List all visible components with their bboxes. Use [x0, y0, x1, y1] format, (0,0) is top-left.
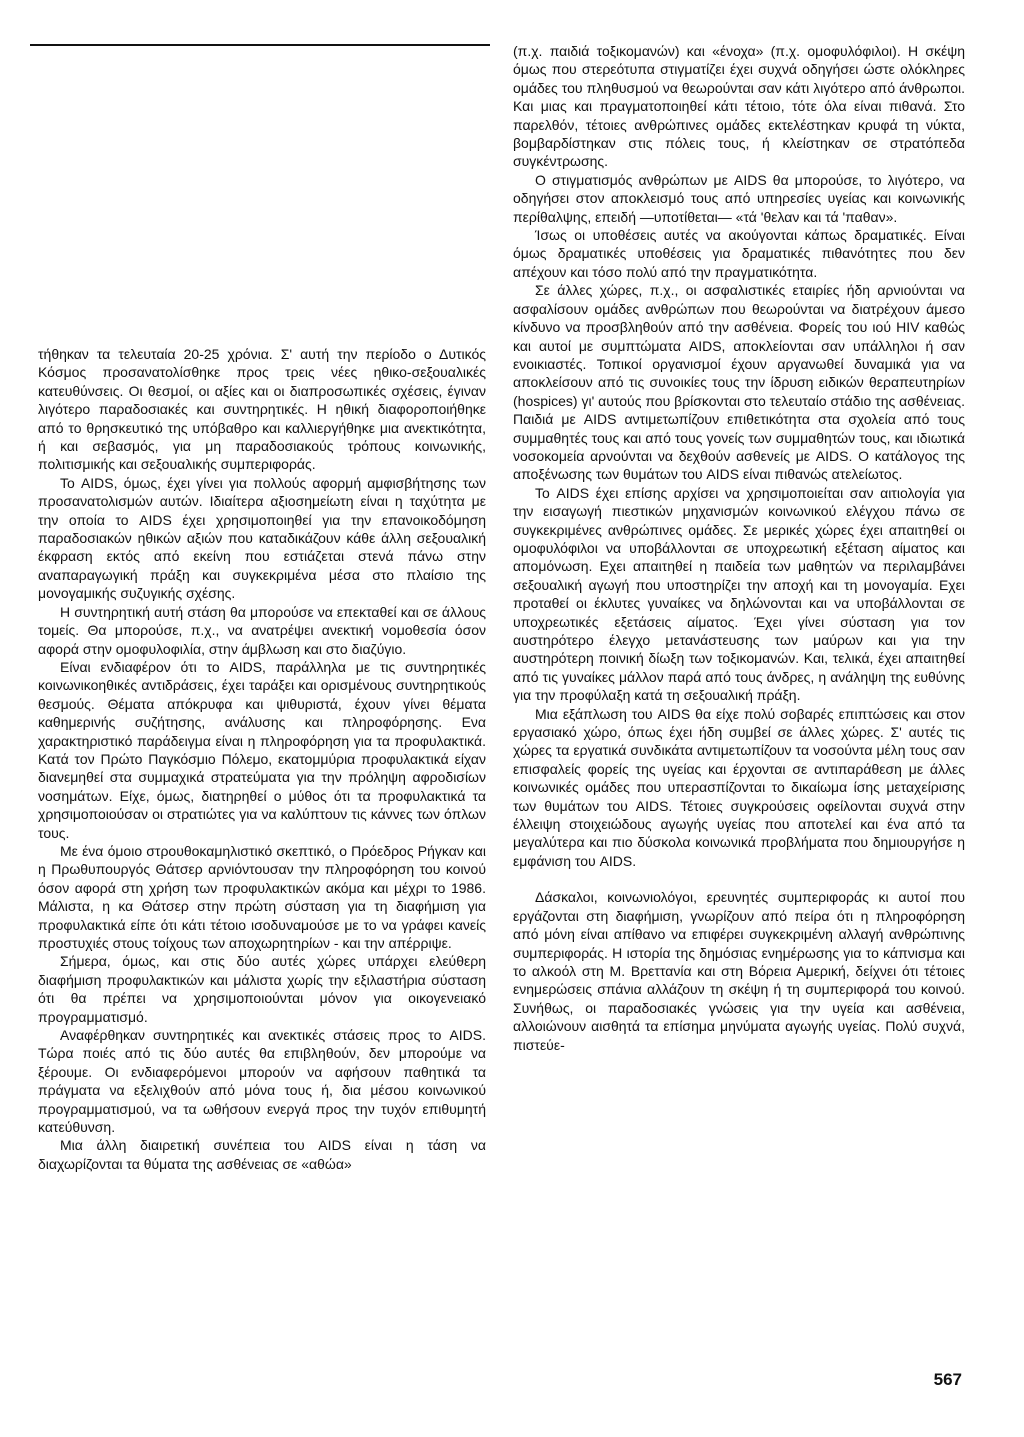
right-column	[513, 42, 965, 1054]
right-paragraph-4: Σε άλλες χώρες, π.χ., οι ασφαλιστικές εταιρίες ήδη αρνιούνται να ασφαλίσουν ομάδες ανθρώπων που θεωρούνται να διατρέχουν άμεσο κίνδυνο να προσβληθούν από την ασθένεια. Φορείς του ιού HIV καθώς και αυτοί με συμπτώματα AIDS, αποκλείονται σαν υπάλληλοι ή σαν ενοικιαστές. Τοπικοί οργανισμοί έχουν αργανωθεί δυναμικά για να αποκλείσουν από τις συνοικίες τους την ίδρυση ειδικών θεραπευτηρίων (hospices) γι' αυτούς που βρίσκονται στο τελευταίο στάδιο της ασθένειας. Παιδιά με AIDS αντιμετωπίζουν επιθετικότητα στα σχολεία από τους συμμαθητές τους και από τους γονείς των συμμαθητών τους, και ιδιωτικά νοσοκομεία αρνούνται να δεχθούν ασθενείς με AIDS. Ο κατάλογος της αποξένωσης των θυμάτων του AIDS είναι πιθανώς ατελείωτος.	[513, 282, 965, 483]
left-paragraph-4: Είναι ενδιαφέρον ότι το AIDS, παράλληλα με τις συντηρητικές κοινωνικοηθικές αντιδράσεις, έχει ταράξει και ορισμένους συντηρητικούς θεσμούς. Θέματα απόκρυφα και ψιθυριστά, έχουν γίνει θέματα καθημερινής συζήτησης, ανάλυσης και πληροφόρησης. Ενα χαρακτηριστικό παράδειγμα είναι η πληροφόρηση για τα προφυλακτικά. Κατά τον Πρώτο Παγκόσμιο Πόλεμο, εκατομμύρια προφυλακτικά είχαν διανεμηθεί στα συμμαχικά στρατεύματα για την πρόληψη αφροδισίων νοσημάτων. Είχε, όμως, διατηρηθεί ο μύθος ότι τα προφυλακτικά τα χρησιμοποιούσαν οι στρατιώτες για να καλύπτουν τις κάννες των όπλων τους.	[38, 658, 486, 841]
left-paragraph-8: Μια άλλη διαιρετική συνέπεια του AIDS είναι η τάση να διαχωρίζονται τα θύματα της ασθένειας σε «αθώα»	[38, 1137, 486, 1172]
left-paragraph-7: Αναφέρθηκαν συντηρητικές και ανεκτικές στάσεις προς το AIDS. Τώρα ποιές από τις δύο αυτές θα επιβληθούν, δεν μπορούμε να ξέρουμε. Οι ενδιαφερόμενοι μπορούν να αφήσουν παθητικά τα πράγματα να εξελιχθούν από μόνα τους ή, δια μέσου κοινωνικού προγραμματισμού, να τα ωθήσουν ενεργά προς την τυχόν επιθυμητή κατεύθυνση.	[38, 1027, 486, 1136]
page-number: 567	[933, 1370, 962, 1389]
top-rule	[30, 44, 490, 46]
right-paragraph-3: Ίσως οι υποθέσεις αυτές να ακούγονται κάπως δραματικές. Είναι όμως δραματικές υποθέσεις για δραματικές πιθανότητες που δεν απέχουν και τόσο πολύ από την πραγματικότητα.	[513, 227, 965, 280]
left-paragraph-3: Η συντηρητική αυτή στάση θα μπορούσε να επεκταθεί και σε άλλους τομείς. Θα μπορούσε, π.χ., να ανατρέψει ανεκτική νομοθεσία όσον αφορά στην ομοφυλοφιλία, στην άμβλωση και στο διαζύγιο.	[38, 603, 486, 657]
left-paragraph-1: τήθηκαν τα τελευταία 20-25 χρόνια. Σ' αυτή την περίοδο ο Δυτικός Κόσμος προσανατολίσθηκε προς τρεις νέες ηθικο-σεξουαλικές κατευθύνσεις. Οι θεσμοί, οι αξίες και οι διαπροσωπικές σχέσεις, έγιναν λιγότερο παραδοσιακές και συντηρητικές. Η ηθική διαφοροποιήθηκε από το θρησκευτικό της υπόβαθρο και καλλιεργήθηκε μια ανεκτικότητα, ή και σεβασμός, για μη παραδοσιακούς τρόπους κοινωνικής, πολιτισμικής και σεξουαλικής συμπεριφοράς.	[38, 346, 486, 473]
left-paragraph-6: Σήμερα, όμως, και στις δύο αυτές χώρες υπάρχει ελεύθερη διαφήμιση προφυλακτικών και μάλιστα χωρίς την εξιλαστήρια σύσταση ότι θα πρέπει να χρησιμοποιούνται μόνον για οικογενειακό προγραμματισμό.	[38, 953, 486, 1025]
left-paragraph-5: Με ένα όμοιο στρουθοκαμηλιστικό σκεπτικό, ο Πρόεδρος Ρήγκαν και η Πρωθυπουργός Θάτσερ αρνιόντουσαν την πληροφόρηση του κοινού όσον αφορά στη χρήση των προφυλακτικών ακόμα και μέχρι το 1986. Μάλιστα, η κα Θάτσερ στην πρώτη σύσταση για τη διαφήμιση για προφυλακτικά είπε ότι κάτι τέτοιο ισοδυναμούσε με το να γράφει κανείς προστυχιές στους τοίχους των αποχωρητηρίων - και την απέρριψε.	[38, 842, 486, 951]
right-paragraph-6: Μια εξάπλωση του AIDS θα είχε πολύ σοβαρές επιπτώσεις και στον εργασιακό χώρο, όπως έχει ήδη συμβεί σε άλλες χώρες. Σ' αυτές τις χώρες τα εργατικά συνδικάτα αντιμετωπίζουν τα νοσούντα μέλη τους σαν επισφαλείς φορείς της υγείας και έρχονται σε αντιπαράθεση με άλλες κοινωνικές ομάδες που υπερασπίζονται το δικαίωμα ίσης μεταχείρισης των θυμάτων του AIDS. Τέτοιες συγκρούσεις οφείλονται συχνά στην έλλειψη στοιχειώδους αγωγής υγείας που αποτελεί και ένα από τα μεγαλύτερα και πιο δύσκολα κοινωνικά προβλήματα που δημιουργήσε η εμφάνιση του AIDS.	[513, 705, 965, 869]
left-column	[38, 345, 486, 1173]
right-paragraph-7: Δάσκαλοι, κοινωνιολόγοι, ερευνητές συμπεριφοράς κι αυτοί που εργάζονται στη διαφήμιση, γνωρίζουν από πείρα ότι η πληροφόρηση από μόνη είναι απίθανο να επιφέρει συγκεκριμένη αλλαγή ανθρώπινης συμπεριφοράς. Η ιστορία της δημόσιας ενημέρωσης για το κάπνισμα και το αλκοόλ στη Μ. Βρεττανία και στη Βόρεια Αμερική, δείχνει ότι τέτοιες ενημερώσεις σπάνια αλλάζουν τη σκέψη ή τη συμπεριφορά του κοινού. Συνήθως, οι παραδοσιακές γνώσεις για την υγεία και ασθένεια, αλλοιώνουν αισθητά τα επίσημα μηνύματα αγωγής υγείας. Πολύ συχνά, πιστεύε-	[513, 889, 965, 1053]
right-paragraph-2: Ο στιγματισμός ανθρώπων με AIDS θα μπορούσε, το λιγότερο, να οδηγήσει στον αποκλεισμό τους από υπηρεσίες υγείας και κοινωνικής περίθαλψης, επειδή —υποτίθεται— «τά 'θελαν και τά 'παθαν».	[513, 171, 965, 225]
right-paragraph-5: Το AIDS έχει επίσης αρχίσει να χρησιμοποιείται σαν αιτιολογία για την εισαγωγή πιεστικών μηχανισμών κοινωνικού ελέγχου πάνω σε συγκεκριμένες ανθρώπινες ομάδες. Σε μερικές χώρες έχει απαιτηθεί οι ομοφυλόφιλοι να υποβάλλονται σε υποχρεωτική εξέταση αίματος και απομόνωση. Εχει απαιτηθεί η παιδεία των μαθητών να περιλαμβάνει σεξουαλική αγωγή που υποστηρίζει την αποχή και τη μονογαμία. Εχει προταθεί οι έκλυτες γυναίκες να δηλώνονται και να υποβάλλονται σε υποχρεωτικές εξετάσεις αίματος. Έχει γίνει σύσταση για τον αυστηρότερο έλεγχο μετανάστευσης των μαύρων και για την αυστηρότερη ποινική δίωξη των τοξικομανών. Και, τελικά, έχει απαιτηθεί από τις γυναίκες μάλλον παρά από τους άνδρες, η ανάληψη της ευθύνης για την προφύλαξη κατά τη σεξουαλική πράξη.	[513, 484, 965, 704]
left-paragraph-2: Το AIDS, όμως, έχει γίνει για πολλούς αφορμή αμφισβήτησης των προσανατολισμών αυτών. Ιδιαίτερα αξιοσημείωτη είναι η ταχύτητα με την οποία το AIDS έχει χρησιμοποιηθεί για την επανοικοδόμηση παραδοσιακών ηθικών αξιών που καταδικάζουν κάθε άλλη σεξουαλική έκφραση εκτός από εκείνη που εστιάζεται στενά πάνω στην αναπαραγωγική πράξη και συγκεκριμένα μέσα στο πλαίσιο της μονογαμικής συζυγικής σχέσης.	[38, 474, 486, 602]
right-paragraph-1: (π.χ. παιδιά τοξικομανών) και «ένοχα» (π.χ. ομοφυλόφιλοι). Η σκέψη όμως που στερεότυπα στιγματίζει έχει συχνά οδηγήσει ώστε ολόκληρες ομάδες του πληθυσμού να θεωρούνται σαν κάτι λιγότερο από άνθρωποι. Και μιας και πραγματοποιηθεί κάτι τέτοιο, τότε όλα είναι πιθανά. Στο παρελθόν, τέτοιες ανθρώπινες ομάδες εκτελέστηκαν κρυφά τη νύκτα, βομβαρδίστηκαν στις πόλεις τους, ή κλείστηκαν σε στρατόπεδα συγκέντρωσης.	[513, 43, 965, 170]
